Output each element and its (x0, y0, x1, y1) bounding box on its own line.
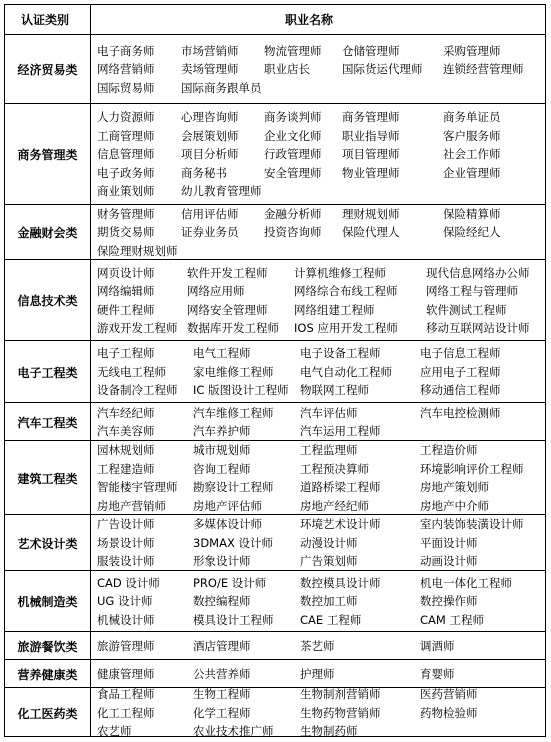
occupation-item: 电子工程师 (97, 346, 155, 360)
occupation-item: 家电维修工程师 (193, 365, 274, 379)
occupation-item: 汽车养护师 (193, 424, 251, 438)
occupation-item: 农业技术推广师 (193, 724, 274, 738)
occupation-item: 工程预决算师 (300, 462, 369, 476)
occupation-item: 汽车经纪师 (97, 406, 155, 420)
occupation-item: 药物检验师 (420, 706, 478, 720)
occupation-item: 室内装饰装潢设计师 (420, 517, 524, 531)
occupation-item: 电子设备工程师 (300, 346, 381, 360)
occupation-item: 汽车维修工程师 (193, 406, 274, 420)
category-label: 营养健康类 (17, 667, 78, 682)
occupation-item: 项目管理师 (342, 147, 400, 161)
occupation-item: 数控加工师 (300, 594, 358, 608)
occupation-item: 国际货运代理师 (342, 62, 423, 76)
occupation-item: 城市规划师 (193, 443, 251, 457)
occupation-item: 移动通信工程师 (420, 383, 501, 397)
occupation-item: 汽车运用工程师 (300, 424, 381, 438)
occupation-item: 保险精算师 (443, 207, 501, 221)
occupation-item: 财务管理师 (97, 207, 155, 221)
occupation-item: UG 设计师 (97, 594, 153, 608)
occupation-item: 职业指导师 (342, 129, 400, 143)
occupation-item: 商务谈判师 (264, 110, 322, 124)
occupation-item: 动漫设计师 (300, 536, 358, 550)
occupation-item: 多媒体设计师 (193, 517, 262, 531)
occupation-item: 广告设计师 (97, 517, 155, 531)
occupation-item: 信息管理师 (97, 147, 155, 161)
occupation-item: 工程建造师 (97, 462, 155, 476)
occupation-item: 汽车评估师 (300, 406, 358, 420)
occupation-item: 农艺师 (97, 724, 132, 738)
occupation-item: 网络营销师 (97, 62, 155, 76)
occupation-item: 采购管理师 (443, 44, 501, 58)
occupation-item: 生物制药师 (300, 724, 358, 738)
occupation-item: 连锁经营管理师 (443, 62, 524, 76)
occupation-item: 网络安全管理师 (187, 303, 268, 317)
occupation-item: 软件开发工程师 (187, 266, 268, 280)
occupation-item: 服装设计师 (97, 554, 155, 568)
category-label: 电子工程类 (17, 365, 78, 380)
occupation-item: 无线电工程师 (97, 365, 166, 379)
occupation-item: 项目分析师 (181, 147, 239, 161)
occupation-item: 商务单证员 (443, 110, 501, 124)
occupation-item: 酒店管理师 (193, 639, 251, 653)
occupation-item: PRO/E 设计师 (193, 576, 267, 590)
occupation-item: 网络组建工程师 (294, 303, 375, 317)
occupation-item: CAM 工程师 (420, 613, 484, 627)
occupation-item: 物业管理师 (342, 166, 400, 180)
occupation-item: 硬件工程师 (97, 303, 155, 317)
occupation-item: 环境影响评价工程师 (420, 462, 524, 476)
occupation-item: 机电一体化工程师 (420, 576, 512, 590)
occupation-item: 场景设计师 (97, 536, 155, 550)
occupation-item: 3DMAX 设计师 (193, 536, 273, 550)
category-label: 经济贸易类 (17, 63, 78, 77)
category-label: 汽车工程类 (17, 415, 78, 430)
occupation-item: 幼儿教育管理师 (181, 184, 262, 198)
occupation-item: 生物工程师 (193, 687, 251, 701)
occupation-item: 期货交易师 (97, 225, 155, 239)
occupation-item: 安全管理师 (264, 166, 322, 180)
occupation-item: 道路桥梁工程师 (300, 480, 381, 494)
occupation-item: 设备制冷工程师 (97, 383, 178, 397)
occupation-item: 数控编程师 (193, 594, 251, 608)
occupation-item: 房地产营销师 (97, 499, 166, 513)
category-label: 商务管理类 (17, 148, 78, 162)
occupation-item: 工商管理师 (97, 129, 155, 143)
occupation-item: 会展策划师 (181, 129, 239, 143)
category-label: 艺术设计类 (17, 536, 78, 551)
occupation-item: 物联网工程师 (300, 383, 369, 397)
occupation-item: 保险理财规划师 (97, 244, 178, 258)
category-label: 建筑工程类 (17, 471, 78, 486)
occupation-item: 食品工程师 (97, 687, 155, 701)
occupation-item: 投资咨询师 (264, 225, 322, 239)
occupation-item: 客户服务师 (443, 129, 501, 143)
occupation-item: 企业管理师 (443, 166, 501, 180)
occupation-item: 平面设计师 (420, 536, 478, 550)
occupation-item: 移动互联网站设计师 (426, 321, 530, 335)
occupation-item: 金融分析师 (264, 207, 322, 221)
category-label: 机械制造类 (17, 595, 78, 609)
occupation-item: 园林规划师 (97, 443, 155, 457)
occupation-item: 房地产评估师 (193, 499, 262, 513)
occupation-item: 房地产中介师 (420, 499, 489, 513)
category-label: 金融财会类 (17, 226, 78, 240)
occupation-item: 医药营销师 (420, 687, 478, 701)
occupation-item: 数控模具设计师 (300, 576, 381, 590)
occupation-item: 国际商务跟单员 (181, 81, 262, 95)
occupation-item: 动画设计师 (420, 554, 478, 568)
occupation-item: 电子信息工程师 (420, 346, 501, 360)
occupation-item: 心理咨询师 (181, 110, 239, 124)
occupation-item: 化工工程师 (97, 706, 155, 720)
occupation-item: 模具设计工程师 (193, 613, 274, 627)
occupation-item: 房地产经纪师 (300, 499, 369, 513)
occupation-item: 广告策划师 (300, 554, 358, 568)
occupation-item: 证券业务员 (181, 225, 239, 239)
occupation-item: 健康管理师 (97, 667, 155, 681)
occupation-item: 化学工程师 (193, 706, 251, 720)
occupation-item: 生物药物营销师 (300, 706, 381, 720)
occupation-item: 网络工程与管理师 (426, 284, 518, 298)
occupation-item: 网页设计师 (97, 266, 155, 280)
occupation-item: 育婴师 (420, 667, 455, 681)
occupation-item: 卖场管理师 (181, 62, 239, 76)
occupation-item: 电气工程师 (193, 346, 251, 360)
occupation-item: 市场营销师 (181, 44, 239, 58)
occupation-item: 调酒师 (420, 639, 455, 653)
occupation-item: 保险经纪人 (443, 225, 501, 239)
occupation-item: 旅游管理师 (97, 639, 155, 653)
occupation-item: 游戏开发工程师 (97, 321, 178, 335)
occupation-item: 软件测试工程师 (426, 303, 507, 317)
occupation-item: 生物制剂营销师 (300, 687, 381, 701)
occupation-item: 职业店长 (264, 62, 310, 76)
occupation-item: 勘察设计工程师 (193, 480, 274, 494)
occupation-item: IC 版图设计工程师 (193, 383, 289, 397)
occupation-item: 电子政务师 (97, 166, 155, 180)
occupation-item: CAE 工程师 (300, 613, 362, 627)
occupation-item: CAD 设计师 (97, 576, 160, 590)
certification-table (4, 4, 546, 737)
category-label: 旅游餐饮类 (17, 639, 78, 654)
occupation-item: 数控操作师 (420, 594, 478, 608)
occupation-item: 行政管理师 (264, 147, 322, 161)
occupation-item: 茶艺师 (300, 639, 335, 653)
category-label: 化工医药类 (17, 706, 78, 721)
occupation-item: 仓储管理师 (342, 44, 400, 58)
occupation-item: 商业策划师 (97, 184, 155, 198)
occupation-item: 咨询工程师 (193, 462, 251, 476)
occupation-item: 现代信息网络办公师 (426, 266, 530, 280)
occupation-item: 信用评估师 (181, 207, 239, 221)
occupation-item: 数据库开发工程师 (187, 321, 279, 335)
occupation-item: 护理师 (300, 667, 335, 681)
occupation-item: 国际贸易师 (97, 81, 155, 95)
header-category: 认证类别 (21, 13, 70, 27)
occupation-item: IOS 应用开发工程师 (294, 321, 398, 335)
occupation-item: 工程造价师 (420, 443, 478, 457)
occupation-item: 应用电子工程师 (420, 365, 501, 379)
occupation-item: 房地产策划师 (420, 480, 489, 494)
occupation-item: 保险代理人 (342, 225, 400, 239)
occupation-item: 网络应用师 (187, 284, 245, 298)
occupation-item: 网络综合布线工程师 (294, 284, 398, 298)
occupation-item: 电子商务师 (97, 44, 155, 58)
occupation-item: 企业文化师 (264, 129, 322, 143)
occupation-item: 网络编辑师 (97, 284, 155, 298)
occupation-item: 商务秘书 (181, 166, 227, 180)
occupation-item: 物流管理师 (264, 44, 322, 58)
occupation-item: 环境艺术设计师 (300, 517, 381, 531)
occupation-item: 智能楼宇管理师 (97, 480, 178, 494)
occupation-item: 工程监理师 (300, 443, 358, 457)
occupation-item: 公共营养师 (193, 667, 251, 681)
header-occupation: 职业名称 (285, 13, 334, 27)
column-divider (90, 5, 91, 736)
occupation-item: 机械设计师 (97, 613, 155, 627)
occupation-item: 电气自动化工程师 (300, 365, 392, 379)
occupation-item: 形象设计师 (193, 554, 251, 568)
occupation-item: 社会工作师 (443, 147, 501, 161)
occupation-item: 汽车美容师 (97, 424, 155, 438)
category-label: 信息技术类 (17, 294, 78, 308)
occupation-item: 计算机维修工程师 (294, 266, 386, 280)
occupation-item: 商务管理师 (342, 110, 400, 124)
occupation-item: 理财规划师 (342, 207, 400, 221)
occupation-item: 汽车电控检测师 (420, 406, 501, 420)
occupation-item: 人力资源师 (97, 110, 155, 124)
